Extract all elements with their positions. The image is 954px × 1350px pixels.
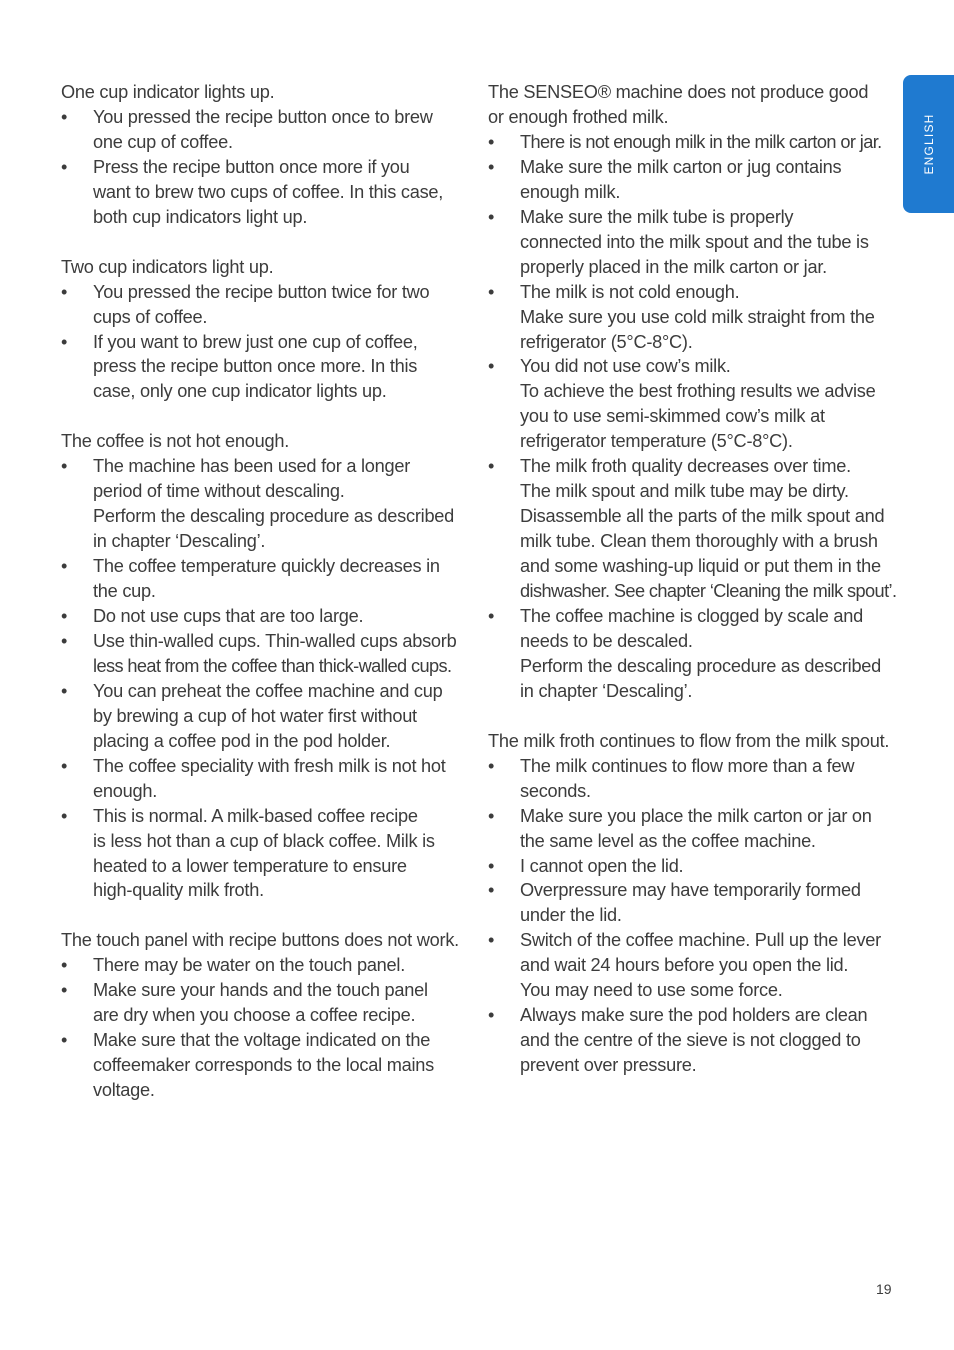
item-text-line: Make sure you place the milk carton or jar on [520, 805, 872, 826]
bullet-icon: • [61, 680, 68, 701]
item-text-line: This is normal. A milk-based coffee recipe [93, 805, 418, 826]
item-text-line: Overpressure may have temporarily formed [520, 880, 861, 901]
item-text-line: The coffee machine is clogged by scale and [520, 606, 864, 627]
bullet-icon: • [61, 106, 68, 127]
list-item [488, 854, 898, 879]
list-item [488, 754, 898, 804]
item-text-line: seconds. [520, 780, 591, 801]
item-text-line: voltage. [93, 1080, 155, 1101]
bullet-icon: • [61, 556, 68, 577]
heading-line: The coffee is not hot enough. [61, 431, 290, 452]
item-text-line: Perform the descaling procedure as described [93, 506, 455, 527]
section-heading [488, 729, 898, 754]
item-text-line: The milk continues to flow more than a few [520, 755, 855, 776]
item-text-line: and wait 24 hours before you open the lid. [520, 955, 849, 976]
heading-line: The milk froth continues to flow from the milk spout. [488, 730, 890, 751]
list-item [61, 105, 466, 155]
item-text-line: are dry when you choose a coffee recipe. [93, 1005, 416, 1026]
item-text-line: both cup indicators light up. [93, 206, 308, 227]
bullet-list [61, 953, 466, 1103]
item-text-line: Make sure that the voltage indicated on the [93, 1030, 431, 1051]
bullet-list [488, 754, 898, 1078]
item-text-line: less heat from the coffee than thick-walled cups. [93, 655, 452, 676]
bullet-list [488, 130, 898, 704]
item-text-line: connected into the milk spout and the tube is [520, 231, 869, 252]
item-text-line: Use thin-walled cups. Thin-walled cups absorb [93, 630, 457, 651]
troubleshooting-section [488, 80, 898, 704]
item-text-line: under the lid. [520, 905, 622, 926]
item-text-line: enough milk. [520, 181, 621, 202]
item-text-line: If you want to brew just one cup of coffee, [93, 331, 418, 352]
item-text-line: Make sure the milk tube is properly [520, 206, 794, 227]
item-text-line: and some washing-up liquid or put them in the [520, 556, 881, 577]
bullet-icon: • [61, 1030, 68, 1051]
troubleshooting-section [61, 429, 466, 903]
bullet-icon: • [61, 630, 68, 651]
heading-line: The SENSEO® machine does not produce good [488, 82, 869, 102]
list-item [61, 554, 466, 604]
bullet-icon: • [61, 156, 68, 177]
bullet-icon: • [488, 606, 495, 627]
list-item [488, 604, 898, 704]
item-text-line: you to use semi-skimmed cow’s milk at [520, 406, 825, 427]
list-item [488, 130, 898, 155]
language-tab-label: ENGLISH [921, 113, 936, 175]
list-item [488, 928, 898, 1003]
section-heading [61, 80, 466, 105]
bullet-list [61, 105, 466, 230]
item-text-line: placing a coffee pod in the pod holder. [93, 730, 391, 751]
right-column [488, 80, 898, 1103]
bullet-icon: • [488, 206, 495, 227]
item-text-line: coffeemaker corresponds to the local mains [93, 1055, 434, 1076]
item-text-line: in chapter ‘Descaling’. [93, 531, 266, 552]
item-text-line: heated to a lower temperature to ensure [93, 855, 407, 876]
item-text-line: needs to be descaled. [520, 630, 693, 651]
list-item [488, 354, 898, 454]
heading-line: or enough frothed milk. [488, 106, 669, 127]
item-text-line: The milk froth quality decreases over time. [520, 456, 851, 477]
item-text-line: enough. [93, 780, 157, 801]
item-text-line: You may need to use some force. [520, 980, 783, 1001]
bullet-icon: • [488, 755, 495, 776]
troubleshooting-section [61, 928, 466, 1103]
section-heading [61, 255, 466, 280]
item-text-line: To achieve the best frothing results we advise [520, 381, 876, 402]
item-text-line: The milk is not cold enough. [520, 281, 740, 302]
item-text-line: Switch of the coffee machine. Pull up the lever [520, 930, 881, 951]
list-item [488, 804, 898, 854]
bullet-icon: • [61, 805, 68, 826]
bullet-list [61, 454, 466, 903]
heading-line: The touch panel with recipe buttons does not work. [61, 930, 459, 951]
list-item [61, 330, 466, 405]
bullet-icon: • [488, 855, 495, 876]
item-text-line: by brewing a cup of hot water first without [93, 705, 417, 726]
list-item [61, 155, 466, 230]
item-text-line: cups of coffee. [93, 306, 208, 327]
item-text-line: The coffee temperature quickly decreases in [93, 556, 440, 577]
bullet-icon: • [488, 131, 495, 152]
bullet-icon: • [488, 456, 495, 477]
item-text-line: I cannot open the lid. [520, 855, 684, 876]
heading-line: One cup indicator lights up. [61, 82, 275, 102]
bullet-list [61, 280, 466, 405]
item-text-line: and the centre of the sieve is not clogged to [520, 1030, 861, 1051]
item-text-line: the cup. [93, 581, 156, 602]
list-item [61, 604, 466, 629]
item-text-line: the same level as the coffee machine. [520, 830, 816, 851]
item-text-line: milk tube. Clean them thoroughly with a brush [520, 531, 878, 552]
troubleshooting-section [488, 729, 898, 1078]
bullet-icon: • [61, 955, 68, 976]
item-text-line: You can preheat the coffee machine and cup [93, 680, 443, 701]
list-item [488, 454, 898, 604]
language-tab [903, 75, 954, 213]
item-text-line: refrigerator (5°C-8°C). [520, 331, 693, 352]
item-text-line: Disassemble all the parts of the milk spout and [520, 506, 885, 527]
list-item [488, 878, 898, 928]
list-item [61, 1028, 466, 1103]
bullet-icon: • [488, 156, 495, 177]
item-text-line: case, only one cup indicator lights up. [93, 381, 387, 402]
item-text-line: There may be water on the touch panel. [93, 955, 406, 976]
bullet-icon: • [488, 356, 495, 377]
item-text-line: Make sure the milk carton or jug contains [520, 156, 842, 177]
item-text-line: dishwasher. See chapter ‘Cleaning the milk spout’. [520, 581, 897, 602]
item-text-line: The coffee speciality with fresh milk is not hot [93, 755, 446, 776]
list-item [61, 754, 466, 804]
bullet-icon: • [488, 880, 495, 901]
item-text-line: high-quality milk froth. [93, 880, 264, 901]
bullet-icon: • [488, 805, 495, 826]
item-text-line: There is not enough milk in the milk carton or jar. [520, 131, 882, 152]
item-text-line: want to brew two cups of coffee. In this case, [93, 181, 444, 202]
bullet-icon: • [61, 456, 68, 477]
list-item [488, 155, 898, 205]
bullet-icon: • [61, 331, 68, 352]
list-item [61, 679, 466, 754]
item-text-line: one cup of coffee. [93, 131, 233, 152]
list-item [61, 629, 466, 679]
list-item [61, 978, 466, 1028]
bullet-icon: • [61, 755, 68, 776]
section-heading [61, 429, 466, 454]
list-item [488, 280, 898, 355]
list-item [488, 205, 898, 280]
list-item [61, 454, 466, 554]
troubleshooting-section [61, 80, 466, 230]
heading-line: Two cup indicators light up. [61, 256, 274, 277]
bullet-icon: • [61, 281, 68, 302]
bullet-icon: • [488, 281, 495, 302]
item-text-line: refrigerator temperature (5°C-8°C). [520, 431, 793, 452]
list-item [61, 953, 466, 978]
item-text-line: prevent over pressure. [520, 1055, 697, 1076]
item-text-line: press the recipe button once more. In this [93, 356, 418, 377]
section-heading [61, 928, 466, 953]
item-text-line: You pressed the recipe button twice for two [93, 281, 430, 302]
bullet-icon: • [488, 1005, 495, 1026]
list-item [61, 280, 466, 330]
item-text-line: You did not use cow’s milk. [520, 356, 731, 377]
left-column [61, 80, 466, 1128]
item-text-line: Make sure you use cold milk straight from the [520, 306, 875, 327]
item-text-line: properly placed in the milk carton or jar. [520, 256, 827, 277]
item-text-line: Perform the descaling procedure as described [520, 655, 882, 676]
item-text-line: Press the recipe button once more if you [93, 156, 410, 177]
item-text-line: period of time without descaling. [93, 481, 345, 502]
item-text-line: Always make sure the pod holders are clean [520, 1005, 868, 1026]
bullet-icon: • [61, 605, 68, 626]
bullet-icon: • [488, 930, 495, 951]
item-text-line: in chapter ‘Descaling’. [520, 680, 693, 701]
item-text-line: Do not use cups that are too large. [93, 605, 364, 626]
item-text-line: is less hot than a cup of black coffee. Milk is [93, 830, 435, 851]
item-text-line: The milk spout and milk tube may be dirty. [520, 481, 849, 502]
list-item [61, 804, 466, 904]
item-text-line: You pressed the recipe button once to brew [93, 106, 433, 127]
troubleshooting-section [61, 255, 466, 405]
list-item [488, 1003, 898, 1078]
section-heading [488, 80, 898, 130]
bullet-icon: • [61, 980, 68, 1001]
item-text-line: The machine has been used for a longer [93, 456, 411, 477]
page-number: 19 [876, 1281, 892, 1297]
item-text-line: Make sure your hands and the touch panel [93, 980, 428, 1001]
